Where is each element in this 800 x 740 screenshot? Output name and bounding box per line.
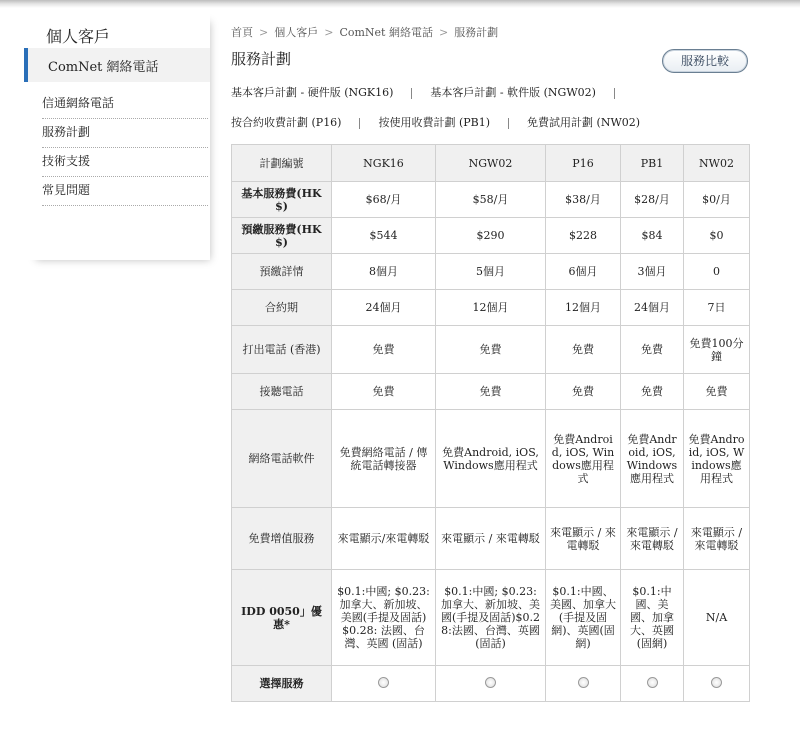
table-cell (621, 666, 684, 702)
sidebar-item-label: ComNet 網絡電話 (48, 60, 159, 75)
table-cell: 來電顯示 / 來電轉駁 (621, 508, 684, 570)
table-cell: 來電顯示 / 來電轉駁 (436, 508, 546, 570)
table-cell (684, 666, 750, 702)
plan-link-ngw02[interactable]: 基本客戶計劃 - 軟件版 (NGW02) (430, 86, 596, 99)
row-label: 預繳詳情 (232, 254, 332, 290)
radio-p16[interactable] (578, 677, 589, 688)
column-header: NW02 (684, 145, 750, 182)
table-cell: 免費Android, iOS, Windows應用程式 (436, 410, 546, 508)
table-row (232, 410, 750, 508)
table-cell: 免費 (436, 326, 546, 374)
table-cell: 免費 (546, 374, 621, 410)
column-header: 計劃編號 (232, 145, 332, 182)
row-label: 合約期 (232, 290, 332, 326)
table-cell: 免費 (546, 326, 621, 374)
table-cell: 免費網絡電話 / 傳統電話轉接器 (332, 410, 436, 508)
table-row (232, 290, 750, 326)
sidebar-item-service-plans[interactable]: 服務計劃 (42, 119, 208, 148)
column-header: NGW02 (436, 145, 546, 182)
row-label: 預繳服務費(HK$) (232, 218, 332, 254)
table-cell: $0.1:中國、美國、加拿大(手提及固網)、英國(固網) (546, 570, 621, 666)
breadcrumb (231, 24, 498, 40)
table-cell: 免費100分鐘 (684, 326, 750, 374)
table-cell: 免費 (621, 326, 684, 374)
breadcrumb-comnet[interactable]: ComNet 網絡電話 (339, 26, 433, 39)
table-cell: 免費 (621, 374, 684, 410)
breadcrumb-personal[interactable]: 個人客戶 (274, 26, 319, 39)
table-cell: $0.1:中國; $0.23:加拿大、新加坡、美國(手提及固話)$0.28:法國、台灣、英國(固話) (436, 570, 546, 666)
table-cell: $68/月 (332, 182, 436, 218)
breadcrumb-current: 服務計劃 (454, 26, 499, 39)
table-cell: N/A (684, 570, 750, 666)
table-cell: 免費Android, iOS, Windows應用程式 (621, 410, 684, 508)
table-row (232, 326, 750, 374)
table-cell: $228 (546, 218, 621, 254)
plan-link-nw02[interactable]: 免費試用計劃 (NW02) (527, 116, 641, 129)
table-cell: $84 (621, 218, 684, 254)
radio-pb1[interactable] (647, 677, 658, 688)
sidebar-header: 個人客戶 (46, 27, 111, 46)
table-cell: 免費Android, iOS, Windows應用程式 (684, 410, 750, 508)
table-row (232, 508, 750, 570)
table-cell: 免費 (684, 374, 750, 410)
sidebar (24, 10, 210, 260)
radio-ngk16[interactable] (378, 677, 389, 688)
breadcrumb-home[interactable]: 首頁 (231, 26, 253, 39)
table-row (232, 218, 750, 254)
breadcrumb-separator-icon: > (259, 26, 269, 39)
plan-link-ngk16[interactable]: 基本客戶計劃 - 硬件版 (NGK16) (231, 86, 394, 99)
table-cell: 6個月 (546, 254, 621, 290)
column-header: NGK16 (332, 145, 436, 182)
row-label: IDD 0050」優惠* (232, 570, 332, 666)
page-title: 服務計劃 (231, 50, 292, 68)
table-cell: $0/月 (684, 182, 750, 218)
divider (508, 118, 509, 129)
radio-nw02[interactable] (711, 677, 722, 688)
row-label: 基本服務費(HK$) (232, 182, 332, 218)
table-cell (332, 666, 436, 702)
table-row (232, 570, 750, 666)
table-cell: 免費 (436, 374, 546, 410)
sidebar-item-comnet[interactable] (24, 48, 210, 82)
table-cell: 3個月 (621, 254, 684, 290)
table-row (232, 182, 750, 218)
table-cell: $0.1:中國、美國、加拿大、英國(固網) (621, 570, 684, 666)
breadcrumb-separator-icon: > (438, 26, 449, 39)
table-cell: $28/月 (621, 182, 684, 218)
plan-link-p16[interactable]: 按合約收費計劃 (P16) (231, 116, 342, 129)
sidebar-nav (42, 90, 208, 206)
column-header: PB1 (621, 145, 684, 182)
table-cell: $0 (684, 218, 750, 254)
table-cell (546, 666, 621, 702)
table-cell: 來電顯示 / 來電轉駁 (546, 508, 621, 570)
top-shadow (0, 0, 800, 8)
table-cell: 免費 (332, 326, 436, 374)
sidebar-item-tech-support[interactable]: 技術支援 (42, 148, 208, 177)
table-cell: 5個月 (436, 254, 546, 290)
table-cell: 8個月 (332, 254, 436, 290)
plans-table (231, 144, 750, 702)
table-cell: $38/月 (546, 182, 621, 218)
column-header: P16 (546, 145, 621, 182)
sidebar-item-comnet-voip[interactable]: 信通網絡電話 (42, 90, 208, 119)
table-cell: $58/月 (436, 182, 546, 218)
row-label: 接聽電話 (232, 374, 332, 410)
table-cell: 12個月 (546, 290, 621, 326)
table-cell: 0 (684, 254, 750, 290)
row-label: 免費增值服務 (232, 508, 332, 570)
table-cell: $0.1:中國; $0.23:加拿大、新加坡、美國(手提及固話)$0.28: 法國、台灣、英國 (固話) (332, 570, 436, 666)
table-cell: 7日 (684, 290, 750, 326)
table-row (232, 254, 750, 290)
table-cell: $544 (332, 218, 436, 254)
divider (614, 88, 615, 99)
plan-link-pb1[interactable]: 按使用收費計劃 (PB1) (378, 116, 491, 129)
table-cell: 來電顯示/來電轉駁 (332, 508, 436, 570)
table-cell: 12個月 (436, 290, 546, 326)
sidebar-item-faq[interactable]: 常見問題 (42, 177, 208, 206)
table-cell: $290 (436, 218, 546, 254)
divider (359, 118, 360, 129)
plan-links-row (231, 114, 640, 130)
table-cell (436, 666, 546, 702)
table-cell: 來電顯示 / 來電轉駁 (684, 508, 750, 570)
row-label: 選擇服務 (232, 666, 332, 702)
table-cell: 免費Android, iOS, Windows應用程式 (546, 410, 621, 508)
compare-button[interactable]: 服務比較 (662, 49, 748, 73)
table-row-select (232, 666, 750, 702)
table-header-row (232, 145, 750, 182)
divider (411, 88, 412, 99)
row-label: 網絡電話軟件 (232, 410, 332, 508)
table-cell: 24個月 (332, 290, 436, 326)
table-cell: 免費 (332, 374, 436, 410)
radio-ngw02[interactable] (485, 677, 496, 688)
table-row (232, 374, 750, 410)
plan-links-row (231, 84, 633, 100)
table-cell: 24個月 (621, 290, 684, 326)
breadcrumb-separator-icon: > (324, 26, 334, 39)
row-label: 打出電話 (香港) (232, 326, 332, 374)
